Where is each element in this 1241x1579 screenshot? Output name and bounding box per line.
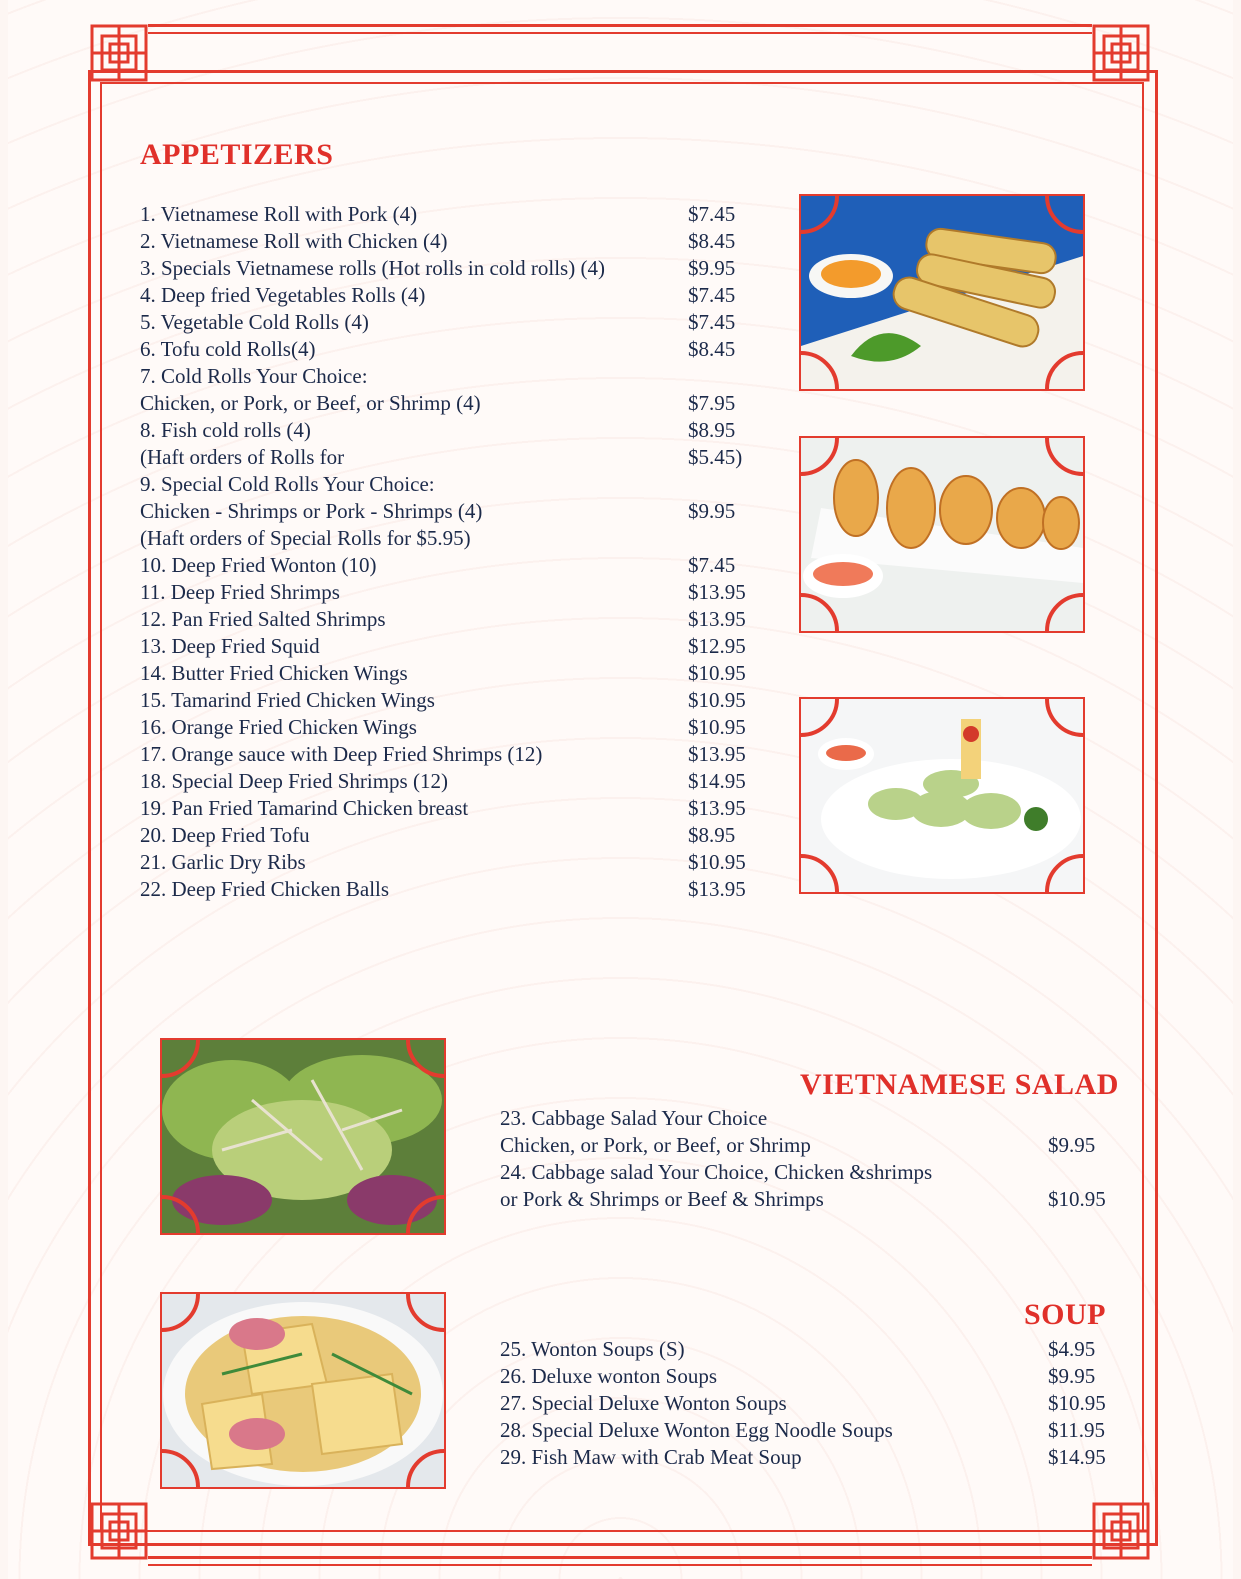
menu-item-name: 17. Orange sauce with Deep Fried Shrimps (12): [140, 742, 543, 766]
menu-item-price: $7.45: [688, 553, 736, 577]
menu-item: [140, 660, 780, 687]
menu-item-name: 3. Specials Vietnamese rolls (Hot rolls in cold rolls) (4): [140, 256, 605, 280]
menu-item-name: 4. Deep fried Vegetables Rolls (4): [140, 283, 426, 307]
frame-top-line: [148, 32, 1092, 34]
menu-item: [500, 1417, 1120, 1444]
appetizers-list: [140, 201, 780, 903]
tempura-shrimp-photo: [799, 697, 1085, 894]
menu-item: [140, 363, 780, 390]
menu-item-price: $5.45): [688, 445, 743, 469]
menu-item-price: $13.95: [688, 607, 746, 631]
menu-item-price: $7.45: [688, 310, 736, 334]
menu-item: [500, 1336, 1120, 1363]
frame-top-line: [148, 24, 1092, 27]
menu-item-name: 24. Cabbage salad Your Choice, Chicken &shrimps: [500, 1160, 933, 1184]
menu-item-name: (Haft orders of Special Rolls for $5.95): [140, 526, 471, 550]
menu-item: [140, 336, 780, 363]
menu-item-name: (Haft orders of Rolls for: [140, 445, 345, 469]
menu-item-price: $10.95: [1048, 1187, 1106, 1211]
menu-item-name: or Pork & Shrimps or Beef & Shrimps: [500, 1187, 824, 1211]
menu-item: [500, 1390, 1120, 1417]
menu-item-name: 25. Wonton Soups (S): [500, 1337, 685, 1361]
lattice-corner-ornament: [88, 22, 150, 84]
menu-item-name: 20. Deep Fried Tofu: [140, 823, 310, 847]
menu-item-price: $10.95: [688, 661, 746, 685]
wonton-soup-photo: [160, 1292, 446, 1489]
menu-item-price: $9.95: [688, 256, 736, 280]
menu-item-name: 7. Cold Rolls Your Choice:: [140, 364, 368, 388]
menu-item-price: $10.95: [688, 715, 746, 739]
lattice-corner-ornament: [88, 1500, 150, 1562]
menu-item: [140, 552, 780, 579]
menu-item-name: Chicken, or Pork, or Beef, or Shrimp (4): [140, 391, 481, 415]
menu-item: [140, 795, 780, 822]
menu-item-name: 12. Pan Fried Salted Shrimps: [140, 607, 386, 631]
menu-item-price: $14.95: [688, 769, 746, 793]
menu-item-price: $13.95: [688, 580, 746, 604]
menu-item-name: 16. Orange Fried Chicken Wings: [140, 715, 417, 739]
menu-item-name: 18. Special Deep Fried Shrimps (12): [140, 769, 448, 793]
menu-item-price: $9.95: [688, 499, 736, 523]
menu-item-name: 21. Garlic Dry Ribs: [140, 850, 306, 874]
menu-item-price: $9.95: [1048, 1133, 1096, 1157]
menu-item: [140, 606, 780, 633]
menu-item-price: $8.95: [688, 418, 736, 442]
menu-item: [140, 687, 780, 714]
menu-item-price: $13.95: [688, 742, 746, 766]
menu-item: [140, 741, 780, 768]
menu-item: [140, 255, 780, 282]
menu-item: [500, 1363, 1120, 1390]
menu-item: [140, 444, 780, 471]
menu-item-price: $12.95: [688, 634, 746, 658]
menu-item: [140, 579, 780, 606]
menu-item-price: $7.45: [688, 283, 736, 307]
lattice-corner-ornament: [1090, 22, 1152, 84]
salad-list: [500, 1105, 1120, 1213]
menu-item-name: 22. Deep Fried Chicken Balls: [140, 877, 390, 901]
menu-item: [140, 525, 780, 552]
fried-shrimp-photo: [799, 436, 1085, 633]
menu-item-price: $8.45: [688, 229, 736, 253]
menu-item: [140, 228, 780, 255]
menu-item-name: 27. Special Deluxe Wonton Soups: [500, 1391, 787, 1415]
menu-item-name: 19. Pan Fried Tamarind Chicken breast: [140, 796, 469, 820]
menu-item-name: 15. Tamarind Fried Chicken Wings: [140, 688, 435, 712]
menu-item: [140, 471, 780, 498]
menu-item-name: 10. Deep Fried Wonton (10): [140, 553, 377, 577]
soup-heading: SOUP: [1024, 1298, 1107, 1331]
frame-bottom-line: [148, 1556, 1092, 1559]
menu-item-price: $4.95: [1048, 1337, 1096, 1361]
cabbage-salad-photo: [160, 1038, 446, 1235]
menu-item: [140, 633, 780, 660]
menu-item-name: 9. Special Cold Rolls Your Choice:: [140, 472, 435, 496]
menu-item-name: 2. Vietnamese Roll with Chicken (4): [140, 229, 448, 253]
menu-item-name: 14. Butter Fried Chicken Wings: [140, 661, 408, 685]
menu-item: [500, 1105, 1120, 1132]
menu-item-price: $7.45: [688, 202, 736, 226]
menu-item: [140, 876, 780, 903]
menu-item: [500, 1186, 1120, 1213]
frame-bottom-line: [148, 1564, 1092, 1566]
menu-item: [500, 1444, 1120, 1471]
menu-item-name: 8. Fish cold rolls (4): [140, 418, 311, 442]
menu-item: [140, 309, 780, 336]
menu-item: [140, 768, 780, 795]
menu-item: [140, 417, 780, 444]
lattice-corner-ornament: [1090, 1500, 1152, 1562]
menu-item-name: 1. Vietnamese Roll with Pork (4): [140, 202, 418, 226]
menu-item-price: $11.95: [1048, 1418, 1105, 1442]
menu-item-name: 5. Vegetable Cold Rolls (4): [140, 310, 369, 334]
menu-page: [8, 0, 1233, 1579]
menu-item: [140, 282, 780, 309]
vietnamese-salad-heading: VIETNAMESE SALAD: [800, 1068, 1119, 1101]
menu-item-name: Chicken - Shrimps or Pork - Shrimps (4): [140, 499, 483, 523]
menu-item-price: $13.95: [688, 796, 746, 820]
menu-item: [500, 1132, 1120, 1159]
menu-item-price: $13.95: [688, 877, 746, 901]
menu-item: [140, 498, 780, 525]
menu-item-price: $10.95: [688, 850, 746, 874]
menu-item-name: 23. Cabbage Salad Your Choice: [500, 1106, 768, 1130]
menu-item-price: $14.95: [1048, 1445, 1106, 1469]
menu-item-name: 29. Fish Maw with Crab Meat Soup: [500, 1445, 802, 1469]
menu-item: [500, 1159, 1120, 1186]
menu-item: [140, 849, 780, 876]
menu-item: [140, 201, 780, 228]
menu-item: [140, 714, 780, 741]
menu-item-name: 11. Deep Fried Shrimps: [140, 580, 340, 604]
menu-item: [140, 822, 780, 849]
menu-item-name: 26. Deluxe wonton Soups: [500, 1364, 717, 1388]
menu-item: [140, 390, 780, 417]
menu-item-price: $9.95: [1048, 1364, 1096, 1388]
appetizers-heading: APPETIZERS: [140, 138, 334, 171]
menu-item-price: $7.95: [688, 391, 736, 415]
menu-item-price: $8.45: [688, 337, 736, 361]
menu-item-price: $10.95: [688, 688, 746, 712]
spring-rolls-photo: [799, 194, 1085, 391]
menu-item-price: $8.95: [688, 823, 736, 847]
menu-item-name: 13. Deep Fried Squid: [140, 634, 320, 658]
menu-item-name: 6. Tofu cold Rolls(4): [140, 337, 316, 361]
menu-item-name: 28. Special Deluxe Wonton Egg Noodle Soups: [500, 1418, 893, 1442]
menu-item-name: Chicken, or Pork, or Beef, or Shrimp: [500, 1133, 811, 1157]
menu-item-price: $10.95: [1048, 1391, 1106, 1415]
soup-list: [500, 1336, 1120, 1471]
